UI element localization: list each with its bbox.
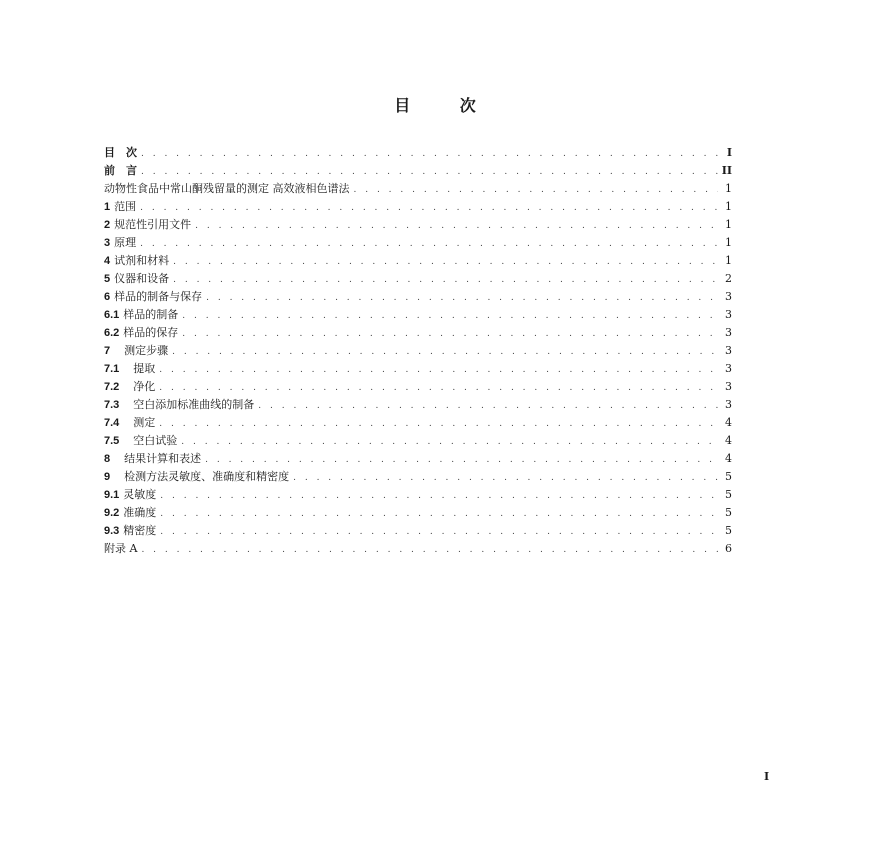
toc-leader-dots <box>173 271 718 289</box>
toc-entry-appendix-a[interactable] <box>104 540 732 558</box>
toc-label: 样品的保存 <box>123 326 179 339</box>
toc-entry-7-3[interactable] <box>104 396 732 414</box>
toc-section-number: 9.3 <box>104 525 120 537</box>
toc-entry-7-2[interactable] <box>104 378 732 396</box>
toc-section-number: 4 <box>104 255 111 267</box>
toc-section-number: 9.1 <box>104 489 120 501</box>
toc-page-number: 5 <box>725 470 732 483</box>
toc-entry-7-5[interactable] <box>104 432 732 450</box>
toc-label: 范围 <box>114 200 137 213</box>
toc-entry-8[interactable] <box>104 450 732 468</box>
toc-label: 检测方法灵敏度、准确度和精密度 <box>124 470 290 483</box>
toc-page-number: 6 <box>725 542 732 555</box>
toc-entry-7[interactable] <box>104 342 732 360</box>
toc-entry-foreword[interactable] <box>104 162 732 180</box>
page-footer-number: I <box>764 770 770 783</box>
toc-leader-dots <box>258 397 718 415</box>
toc-entry-9[interactable] <box>104 468 732 486</box>
toc-label: 净化 <box>133 380 156 393</box>
toc-label: 结果计算和表述 <box>124 452 202 465</box>
toc-leader-dots <box>140 199 718 217</box>
toc-page-number: 5 <box>725 488 732 501</box>
table-of-contents <box>104 144 732 558</box>
toc-leader-dots <box>160 487 718 505</box>
toc-label: 前 言 <box>104 164 137 177</box>
toc-section-number: 1 <box>104 201 111 213</box>
toc-page-number: 5 <box>725 524 732 537</box>
toc-section-number: 2 <box>104 219 111 231</box>
toc-label: 空白试验 <box>133 434 178 447</box>
toc-label: 附录 A <box>104 542 138 555</box>
toc-entry-4[interactable] <box>104 252 732 270</box>
toc-section-number: 9 <box>104 471 111 483</box>
toc-entry-contents[interactable] <box>104 144 732 162</box>
toc-section-number: 7.2 <box>104 381 120 393</box>
toc-page-number: 4 <box>725 452 732 465</box>
toc-leader-dots <box>141 163 718 181</box>
toc-page-number: 5 <box>725 506 732 519</box>
toc-leader-dots <box>140 235 718 253</box>
toc-section-number: 7.5 <box>104 435 120 447</box>
toc-label: 样品的制备与保存 <box>114 290 203 303</box>
toc-page-number: 3 <box>725 362 732 375</box>
toc-label: 样品的制备 <box>123 308 179 321</box>
toc-leader-dots <box>159 361 718 379</box>
toc-page-number: 3 <box>725 398 732 411</box>
toc-entry-1[interactable] <box>104 198 732 216</box>
toc-page-number: 3 <box>725 380 732 393</box>
toc-leader-dots <box>141 145 718 163</box>
toc-page-number: 3 <box>725 326 732 339</box>
toc-page-number: 4 <box>725 416 732 429</box>
toc-label: 测定步骤 <box>124 344 169 357</box>
toc-leader-dots <box>182 307 718 325</box>
toc-page-number: 2 <box>725 272 732 285</box>
toc-section-number: 3 <box>104 237 111 249</box>
toc-leader-dots <box>159 415 718 433</box>
toc-entry-3[interactable] <box>104 234 732 252</box>
toc-entry-7-1[interactable] <box>104 360 732 378</box>
toc-label: 试剂和材料 <box>114 254 170 267</box>
toc-leader-dots <box>173 253 718 271</box>
toc-entry-5[interactable] <box>104 270 732 288</box>
toc-entry-9-3[interactable] <box>104 522 732 540</box>
toc-entry-standard-title[interactable] <box>104 180 732 198</box>
toc-page-number: 1 <box>725 182 732 195</box>
page-title: 目 次 <box>394 96 498 115</box>
toc-label: 空白添加标准曲线的制备 <box>133 398 255 411</box>
toc-entry-9-1[interactable] <box>104 486 732 504</box>
toc-label: 目 次 <box>104 146 137 159</box>
toc-entry-9-2[interactable] <box>104 504 732 522</box>
toc-leader-dots <box>160 505 718 523</box>
toc-leader-dots <box>160 523 718 541</box>
toc-label: 动物性食品中常山酮残留量的测定 高效液相色谱法 <box>104 182 350 195</box>
toc-page-number: 1 <box>725 200 732 213</box>
toc-section-number: 7.1 <box>104 363 120 375</box>
toc-leader-dots <box>141 541 718 559</box>
toc-section-number: 9.2 <box>104 507 120 519</box>
toc-entry-6[interactable] <box>104 288 732 306</box>
toc-page-number: 3 <box>725 308 732 321</box>
toc-label: 原理 <box>114 236 137 249</box>
toc-leader-dots <box>172 343 718 361</box>
toc-label: 规范性引用文件 <box>114 218 192 231</box>
toc-section-number: 6 <box>104 291 111 303</box>
toc-page-number: 3 <box>725 344 732 357</box>
toc-entry-6-1[interactable] <box>104 306 732 324</box>
toc-label: 仪器和设备 <box>114 272 170 285</box>
toc-leader-dots <box>354 181 719 199</box>
toc-leader-dots <box>205 451 718 469</box>
toc-section-number: 6.2 <box>104 327 120 339</box>
toc-leader-dots <box>206 289 718 307</box>
toc-entry-2[interactable] <box>104 216 732 234</box>
toc-entry-7-4[interactable] <box>104 414 732 432</box>
toc-page-number: 1 <box>725 218 732 231</box>
toc-leader-dots <box>159 379 718 397</box>
toc-leader-dots <box>182 325 718 343</box>
toc-page-number: 4 <box>725 434 732 447</box>
toc-leader-dots <box>293 469 718 487</box>
toc-page-number: 1 <box>725 254 732 267</box>
toc-section-number: 5 <box>104 273 111 285</box>
toc-section-number: 7 <box>104 345 111 357</box>
toc-label: 提取 <box>133 362 156 375</box>
toc-leader-dots <box>195 217 718 235</box>
toc-page-number: 3 <box>725 290 732 303</box>
toc-page-number: II <box>721 164 732 177</box>
toc-label: 准确度 <box>123 506 157 519</box>
toc-label: 精密度 <box>123 524 157 537</box>
toc-section-number: 8 <box>104 453 111 465</box>
toc-page-number: 1 <box>725 236 732 249</box>
toc-section-number: 6.1 <box>104 309 120 321</box>
toc-page-number: I <box>726 146 732 159</box>
toc-leader-dots <box>181 433 718 451</box>
toc-section-number: 7.3 <box>104 399 120 411</box>
toc-section-number: 7.4 <box>104 417 120 429</box>
toc-label: 测定 <box>133 416 156 429</box>
toc-entry-6-2[interactable] <box>104 324 732 342</box>
toc-label: 灵敏度 <box>123 488 157 501</box>
